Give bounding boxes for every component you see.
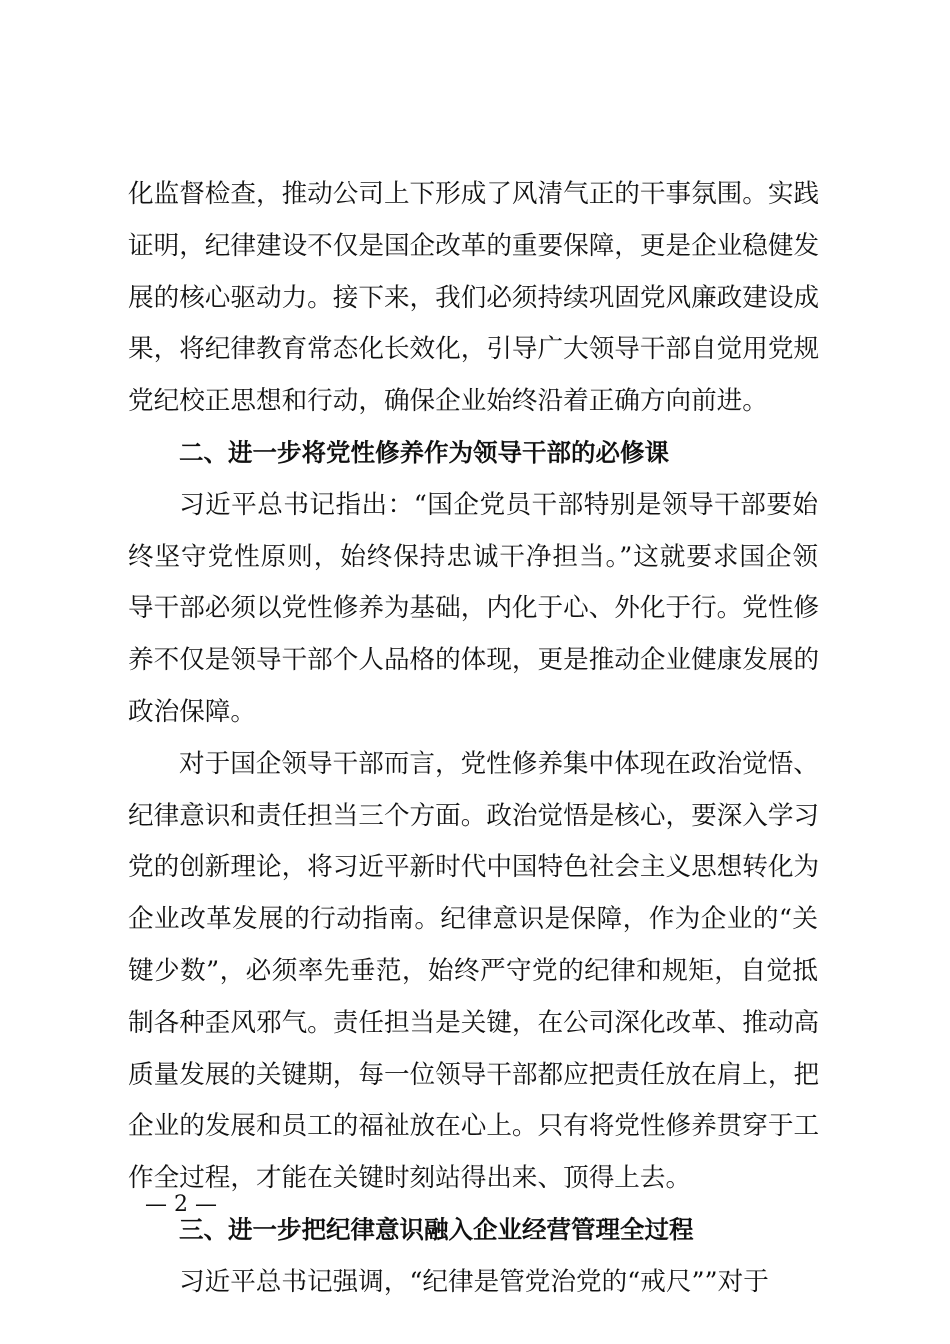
paragraph-line: 果，将纪律教育常态化长效化，引导广大领导干部自觉用党规 [128,334,820,364]
paragraph-line: 证明，纪律建设不仅是国企改革的重要保障，更是企业稳健发 [128,231,820,261]
paragraph-line: 企业改革发展的行动指南。纪律意识是保障，作为企业的“关 [128,904,818,934]
paragraph-line: 党的创新理论，将习近平新时代中国特色社会主义思想转化为 [128,852,820,882]
paragraph-line: 作全过程，才能在关键时刻站得出来、顶得上去。 [128,1163,692,1193]
paragraph-line: 党纪校正思想和行动，确保企业始终沿着正确方向前进。 [128,386,768,416]
paragraph-line: 终坚守党性原则，始终保持忠诚干净担当。”这就要求国企领 [128,542,818,572]
paragraph-line: 制各种歪风邪气。责任担当是关键，在公司深化改革、推动高 [128,1008,820,1038]
page-number: — 2 — [145,1192,217,1217]
paragraph-line: 键少数”，必须率先垂范，始终严守党的纪律和规矩，自觉抵 [128,956,818,986]
paragraph-line: 质量发展的关键期，每一位领导干部都应把责任放在肩上，把 [128,1060,820,1090]
paragraph-line: 养不仅是领导干部个人品格的体现，更是推动企业健康发展的 [128,645,820,675]
paragraph-line: 纪律意识和责任担当三个方面。政治觉悟是核心，要深入学习 [128,801,820,831]
paragraph-line: 展的核心驱动力。接下来，我们必须持续巩固党风廉政建设成 [128,283,820,313]
section-heading-3: 三、进一步把纪律意识融入企业经营管理全过程 [179,1215,694,1244]
paragraph-line: 习近平总书记指出：“国企党员干部特别是领导干部要始 [179,490,818,520]
section-heading-2: 二、进一步将党性修养作为领导干部的必修课 [179,438,669,467]
paragraph-line: 政治保障。 [128,697,256,727]
paragraph-line: 习近平总书记强调，“纪律是管党治党的“戒尺””对于 [179,1267,769,1297]
paragraph-line: 企业的发展和员工的福祉放在心上。只有将党性修养贯穿于工 [128,1111,820,1141]
paragraph-line: 对于国企领导干部而言，党性修养集中体现在政治觉悟、 [179,749,819,779]
paragraph-line: 导干部必须以党性修养为基础，内化于心、外化于行。党性修 [128,593,820,623]
paragraph-line: 化监督检查，推动公司上下形成了风清气正的干事氛围。实践 [128,179,820,209]
